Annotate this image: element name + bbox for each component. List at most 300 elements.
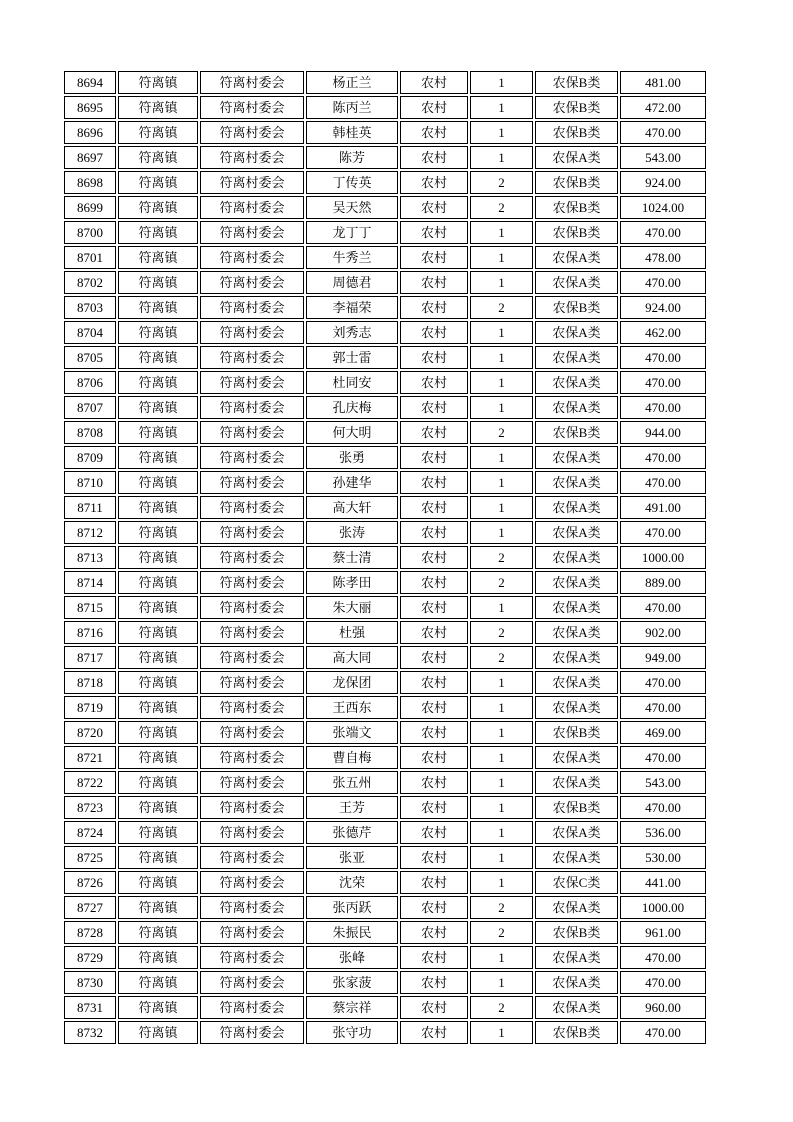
roster-table [62,69,708,1046]
cell-person-name: 张端文 [306,721,398,744]
cell-insurance-category: 农保A类 [535,271,618,294]
cell-insurance-category: 农保C类 [535,871,618,894]
cell-village-committee: 符离村委会 [200,946,304,969]
cell-insurance-category: 农保B类 [535,196,618,219]
cell-town: 符离镇 [118,946,198,969]
cell-village-committee: 符离村委会 [200,221,304,244]
table-row [64,346,706,369]
cell-person-name: 张家菠 [306,971,398,994]
cell-insurance-category: 农保A类 [535,596,618,619]
cell-insurance-category: 农保A类 [535,996,618,1019]
cell-person-count: 2 [470,996,533,1019]
cell-person-count: 1 [470,671,533,694]
cell-person-name: 王西东 [306,696,398,719]
cell-village-committee: 符离村委会 [200,321,304,344]
cell-area-type: 农村 [400,71,468,94]
cell-person-name: 杜同安 [306,371,398,394]
cell-area-type: 农村 [400,371,468,394]
cell-town: 符离镇 [118,546,198,569]
cell-person-name: 曹自梅 [306,746,398,769]
cell-town: 符离镇 [118,171,198,194]
table-row [64,771,706,794]
cell-village-committee: 符离村委会 [200,746,304,769]
cell-town: 符离镇 [118,246,198,269]
cell-id: 8725 [64,846,116,869]
table-row [64,321,706,344]
cell-person-count: 1 [470,821,533,844]
cell-amount: 960.00 [620,996,706,1019]
cell-amount: 470.00 [620,371,706,394]
cell-id: 8728 [64,921,116,944]
cell-village-committee: 符离村委会 [200,396,304,419]
cell-person-count: 1 [470,246,533,269]
cell-id: 8724 [64,821,116,844]
cell-person-name: 陈丙兰 [306,96,398,119]
table-row [64,746,706,769]
cell-amount: 944.00 [620,421,706,444]
cell-person-count: 2 [470,571,533,594]
cell-town: 符离镇 [118,96,198,119]
cell-person-name: 张峰 [306,946,398,969]
cell-area-type: 农村 [400,696,468,719]
cell-id: 8694 [64,71,116,94]
cell-amount: 530.00 [620,846,706,869]
cell-area-type: 农村 [400,921,468,944]
table-row [64,171,706,194]
cell-person-count: 2 [470,896,533,919]
cell-town: 符离镇 [118,471,198,494]
cell-area-type: 农村 [400,446,468,469]
cell-amount: 470.00 [620,971,706,994]
cell-area-type: 农村 [400,346,468,369]
cell-person-name: 龙保团 [306,671,398,694]
cell-area-type: 农村 [400,846,468,869]
table-row [64,571,706,594]
cell-insurance-category: 农保A类 [535,496,618,519]
cell-insurance-category: 农保A类 [535,696,618,719]
cell-insurance-category: 农保A类 [535,396,618,419]
cell-town: 符离镇 [118,871,198,894]
cell-village-committee: 符离村委会 [200,646,304,669]
table-row [64,221,706,244]
cell-id: 8715 [64,596,116,619]
cell-amount: 470.00 [620,221,706,244]
cell-insurance-category: 农保A类 [535,446,618,469]
table-row [64,371,706,394]
cell-amount: 1024.00 [620,196,706,219]
table-row [64,971,706,994]
cell-amount: 470.00 [620,471,706,494]
cell-person-count: 1 [470,971,533,994]
cell-amount: 469.00 [620,721,706,744]
cell-village-committee: 符离村委会 [200,621,304,644]
cell-area-type: 农村 [400,946,468,969]
cell-amount: 961.00 [620,921,706,944]
cell-area-type: 农村 [400,121,468,144]
cell-person-name: 何大明 [306,421,398,444]
cell-id: 8717 [64,646,116,669]
cell-id: 8730 [64,971,116,994]
cell-person-count: 2 [470,296,533,319]
cell-person-name: 蔡士清 [306,546,398,569]
cell-person-name: 张涛 [306,521,398,544]
table-row [64,696,706,719]
cell-area-type: 农村 [400,546,468,569]
cell-village-committee: 符离村委会 [200,1021,304,1044]
table-row [64,471,706,494]
cell-insurance-category: 农保B类 [535,221,618,244]
cell-town: 符离镇 [118,71,198,94]
cell-insurance-category: 农保B类 [535,1021,618,1044]
cell-id: 8716 [64,621,116,644]
cell-town: 符离镇 [118,771,198,794]
cell-insurance-category: 农保A类 [535,771,618,794]
cell-village-committee: 符离村委会 [200,796,304,819]
cell-id: 8710 [64,471,116,494]
cell-person-name: 郭士雷 [306,346,398,369]
cell-insurance-category: 农保B类 [535,71,618,94]
cell-insurance-category: 农保A类 [535,946,618,969]
cell-area-type: 农村 [400,596,468,619]
cell-area-type: 农村 [400,271,468,294]
cell-person-name: 陈孝田 [306,571,398,594]
table-row [64,71,706,94]
cell-person-name: 杜强 [306,621,398,644]
cell-area-type: 农村 [400,96,468,119]
cell-amount: 1000.00 [620,546,706,569]
cell-person-count: 1 [470,471,533,494]
cell-insurance-category: 农保A类 [535,571,618,594]
cell-amount: 478.00 [620,246,706,269]
cell-person-count: 1 [470,796,533,819]
table-row [64,871,706,894]
cell-village-committee: 符离村委会 [200,546,304,569]
cell-area-type: 农村 [400,646,468,669]
cell-person-name: 丁传英 [306,171,398,194]
table-row [64,671,706,694]
cell-village-committee: 符离村委会 [200,496,304,519]
cell-town: 符离镇 [118,146,198,169]
cell-person-name: 张勇 [306,446,398,469]
cell-village-committee: 符离村委会 [200,421,304,444]
cell-person-name: 韩桂英 [306,121,398,144]
roster-table-body [64,71,706,1044]
cell-insurance-category: 农保A类 [535,971,618,994]
cell-town: 符离镇 [118,646,198,669]
table-row [64,546,706,569]
cell-person-name: 李福荣 [306,296,398,319]
cell-id: 8720 [64,721,116,744]
cell-person-count: 2 [470,646,533,669]
cell-person-name: 周德君 [306,271,398,294]
table-row [64,521,706,544]
cell-insurance-category: 农保A类 [535,521,618,544]
cell-id: 8713 [64,546,116,569]
cell-person-name: 高大同 [306,646,398,669]
cell-village-committee: 符离村委会 [200,521,304,544]
cell-insurance-category: 农保A类 [535,471,618,494]
cell-person-count: 1 [470,946,533,969]
cell-person-count: 1 [470,871,533,894]
cell-amount: 481.00 [620,71,706,94]
cell-id: 8699 [64,196,116,219]
cell-person-count: 2 [470,171,533,194]
cell-amount: 949.00 [620,646,706,669]
cell-insurance-category: 农保A类 [535,321,618,344]
cell-town: 符离镇 [118,421,198,444]
cell-insurance-category: 农保B类 [535,296,618,319]
cell-person-name: 沈荣 [306,871,398,894]
cell-village-committee: 符离村委会 [200,121,304,144]
cell-area-type: 农村 [400,821,468,844]
table-row [64,121,706,144]
cell-person-name: 蔡宗祥 [306,996,398,1019]
cell-village-committee: 符离村委会 [200,871,304,894]
cell-person-count: 1 [470,521,533,544]
cell-town: 符离镇 [118,921,198,944]
cell-village-committee: 符离村委会 [200,846,304,869]
cell-area-type: 农村 [400,221,468,244]
cell-person-name: 陈芳 [306,146,398,169]
cell-id: 8700 [64,221,116,244]
cell-area-type: 农村 [400,746,468,769]
table-row [64,996,706,1019]
cell-village-committee: 符离村委会 [200,721,304,744]
cell-insurance-category: 农保B类 [535,171,618,194]
cell-id: 8704 [64,321,116,344]
cell-amount: 1000.00 [620,896,706,919]
cell-insurance-category: 农保A类 [535,246,618,269]
cell-person-count: 1 [470,446,533,469]
cell-amount: 470.00 [620,521,706,544]
cell-village-committee: 符离村委会 [200,971,304,994]
table-row [64,721,706,744]
cell-area-type: 农村 [400,396,468,419]
table-row [64,296,706,319]
cell-person-name: 龙丁丁 [306,221,398,244]
table-row [64,596,706,619]
table-row [64,271,706,294]
cell-amount: 470.00 [620,396,706,419]
cell-insurance-category: 农保A类 [535,621,618,644]
cell-amount: 441.00 [620,871,706,894]
cell-insurance-category: 农保B类 [535,921,618,944]
cell-area-type: 农村 [400,146,468,169]
cell-town: 符离镇 [118,121,198,144]
cell-insurance-category: 农保A类 [535,746,618,769]
cell-town: 符离镇 [118,721,198,744]
cell-area-type: 农村 [400,471,468,494]
cell-person-name: 张五州 [306,771,398,794]
table-row [64,621,706,644]
cell-person-count: 2 [470,621,533,644]
cell-person-count: 1 [470,96,533,119]
cell-id: 8707 [64,396,116,419]
cell-village-committee: 符离村委会 [200,571,304,594]
cell-town: 符离镇 [118,271,198,294]
cell-area-type: 农村 [400,321,468,344]
cell-person-count: 2 [470,196,533,219]
cell-insurance-category: 农保A类 [535,371,618,394]
table-row [64,496,706,519]
cell-person-count: 1 [470,121,533,144]
cell-amount: 470.00 [620,1021,706,1044]
cell-village-committee: 符离村委会 [200,446,304,469]
cell-id: 8701 [64,246,116,269]
cell-person-count: 1 [470,771,533,794]
cell-id: 8696 [64,121,116,144]
cell-person-name: 张德芹 [306,821,398,844]
cell-village-committee: 符离村委会 [200,146,304,169]
cell-amount: 470.00 [620,271,706,294]
cell-person-count: 2 [470,921,533,944]
cell-person-name: 朱振民 [306,921,398,944]
cell-village-committee: 符离村委会 [200,371,304,394]
cell-town: 符离镇 [118,396,198,419]
table-row [64,1021,706,1044]
cell-amount: 470.00 [620,346,706,369]
cell-id: 8726 [64,871,116,894]
cell-village-committee: 符离村委会 [200,246,304,269]
cell-amount: 491.00 [620,496,706,519]
cell-person-name: 张丙跃 [306,896,398,919]
cell-area-type: 农村 [400,621,468,644]
table-row [64,396,706,419]
cell-town: 符离镇 [118,196,198,219]
cell-area-type: 农村 [400,571,468,594]
cell-person-name: 吴天然 [306,196,398,219]
cell-town: 符离镇 [118,221,198,244]
cell-insurance-category: 农保B类 [535,96,618,119]
cell-person-count: 1 [470,746,533,769]
cell-town: 符离镇 [118,571,198,594]
cell-person-count: 1 [470,721,533,744]
cell-amount: 470.00 [620,121,706,144]
table-row [64,896,706,919]
cell-id: 8718 [64,671,116,694]
cell-amount: 472.00 [620,96,706,119]
cell-id: 8721 [64,746,116,769]
cell-area-type: 农村 [400,246,468,269]
cell-insurance-category: 农保A类 [535,146,618,169]
cell-area-type: 农村 [400,496,468,519]
cell-id: 8722 [64,771,116,794]
cell-village-committee: 符离村委会 [200,171,304,194]
cell-person-count: 2 [470,421,533,444]
cell-village-committee: 符离村委会 [200,71,304,94]
cell-area-type: 农村 [400,996,468,1019]
cell-insurance-category: 农保A类 [535,546,618,569]
table-row [64,146,706,169]
cell-town: 符离镇 [118,796,198,819]
cell-person-count: 1 [470,596,533,619]
cell-town: 符离镇 [118,371,198,394]
cell-village-committee: 符离村委会 [200,896,304,919]
table-row [64,246,706,269]
cell-town: 符离镇 [118,521,198,544]
cell-amount: 470.00 [620,796,706,819]
cell-person-name: 孔庆梅 [306,396,398,419]
cell-village-committee: 符离村委会 [200,196,304,219]
cell-insurance-category: 农保A类 [535,896,618,919]
table-row [64,646,706,669]
cell-area-type: 农村 [400,421,468,444]
cell-person-name: 朱大丽 [306,596,398,619]
cell-amount: 470.00 [620,696,706,719]
cell-person-count: 1 [470,846,533,869]
cell-village-committee: 符离村委会 [200,921,304,944]
table-row [64,796,706,819]
cell-town: 符离镇 [118,296,198,319]
cell-town: 符离镇 [118,896,198,919]
cell-amount: 470.00 [620,746,706,769]
cell-person-count: 1 [470,71,533,94]
cell-id: 8702 [64,271,116,294]
cell-id: 8697 [64,146,116,169]
cell-person-count: 1 [470,371,533,394]
cell-id: 8711 [64,496,116,519]
cell-area-type: 农村 [400,196,468,219]
cell-town: 符离镇 [118,446,198,469]
cell-person-name: 张亚 [306,846,398,869]
cell-area-type: 农村 [400,771,468,794]
cell-person-count: 1 [470,346,533,369]
cell-village-committee: 符离村委会 [200,996,304,1019]
table-row [64,846,706,869]
cell-id: 8708 [64,421,116,444]
cell-insurance-category: 农保A类 [535,646,618,669]
cell-insurance-category: 农保B类 [535,421,618,444]
cell-person-name: 王芳 [306,796,398,819]
cell-area-type: 农村 [400,171,468,194]
cell-area-type: 农村 [400,1021,468,1044]
cell-area-type: 农村 [400,671,468,694]
cell-amount: 470.00 [620,671,706,694]
cell-village-committee: 符离村委会 [200,296,304,319]
cell-amount: 924.00 [620,171,706,194]
cell-village-committee: 符离村委会 [200,671,304,694]
cell-id: 8698 [64,171,116,194]
table-row [64,821,706,844]
cell-amount: 543.00 [620,771,706,794]
cell-town: 符离镇 [118,671,198,694]
cell-town: 符离镇 [118,971,198,994]
cell-id: 8727 [64,896,116,919]
cell-village-committee: 符离村委会 [200,771,304,794]
cell-person-name: 高大轩 [306,496,398,519]
cell-insurance-category: 农保A类 [535,346,618,369]
cell-insurance-category: 农保A类 [535,671,618,694]
cell-amount: 889.00 [620,571,706,594]
cell-person-count: 1 [470,146,533,169]
cell-amount: 536.00 [620,821,706,844]
cell-amount: 470.00 [620,946,706,969]
cell-insurance-category: 农保A类 [535,846,618,869]
cell-amount: 902.00 [620,621,706,644]
cell-person-count: 1 [470,496,533,519]
cell-person-name: 牛秀兰 [306,246,398,269]
cell-amount: 924.00 [620,296,706,319]
cell-id: 8723 [64,796,116,819]
cell-village-committee: 符离村委会 [200,696,304,719]
cell-town: 符离镇 [118,496,198,519]
cell-id: 8714 [64,571,116,594]
cell-area-type: 农村 [400,971,468,994]
cell-village-committee: 符离村委会 [200,471,304,494]
cell-town: 符离镇 [118,621,198,644]
cell-village-committee: 符离村委会 [200,346,304,369]
cell-town: 符离镇 [118,321,198,344]
